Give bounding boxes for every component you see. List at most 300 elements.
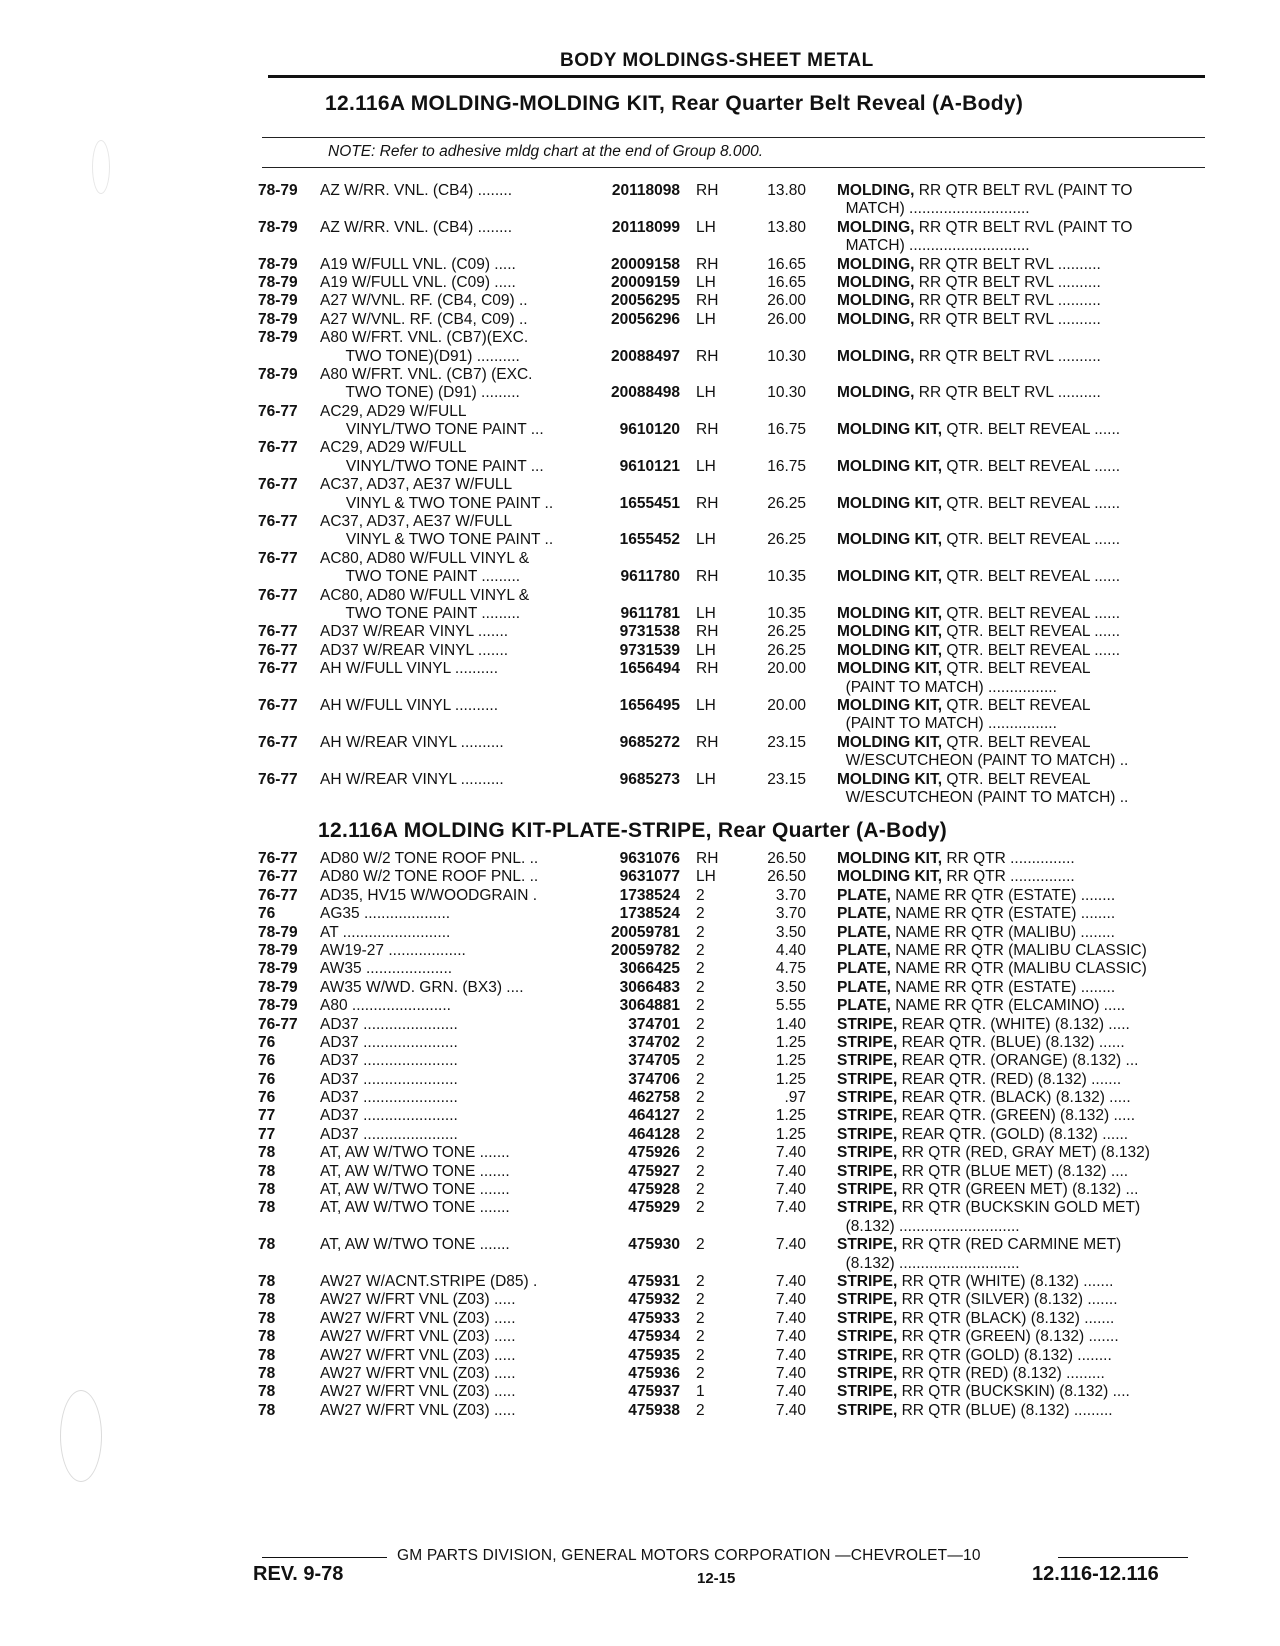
part-description xyxy=(837,458,1120,476)
part-description xyxy=(837,274,1101,292)
part-detail: RR QTR BELT RVL .......... xyxy=(914,255,1101,273)
model-year: 76-77 xyxy=(258,476,298,494)
model-year: 76-77 xyxy=(258,1015,298,1033)
part-name: STRIPE, xyxy=(837,1236,898,1254)
section-rule-top xyxy=(262,137,1205,138)
note-rule xyxy=(262,167,1205,168)
quantity: RH xyxy=(696,568,719,586)
table-row xyxy=(0,1071,1280,1089)
footer-rule-left xyxy=(262,1557,387,1558)
part-name: STRIPE, xyxy=(837,1291,898,1309)
model-year: 76 xyxy=(258,1089,276,1107)
model-description: AW27 W/FRT VNL (Z03) ..... xyxy=(320,1309,516,1327)
model-year: 76 xyxy=(258,1070,276,1088)
price: 26.50 xyxy=(767,850,806,867)
price: 3.70 xyxy=(775,886,806,904)
quantity: 2 xyxy=(696,1107,705,1125)
price: 13.80 xyxy=(767,182,806,199)
part-detail: (PAINT TO MATCH) ................ xyxy=(837,715,1057,733)
part-description xyxy=(837,1402,1113,1420)
part-detail: QTR. BELT REVEAL xyxy=(942,770,1091,788)
model-description: AD37 ...................... xyxy=(320,1052,458,1070)
part-description xyxy=(837,1218,1020,1236)
model-description: AW27 W/ACNT.STRIPE (D85) . xyxy=(320,1272,538,1290)
price: 7.40 xyxy=(775,1328,806,1346)
part-name: STRIPE, xyxy=(837,1199,898,1217)
part-name: STRIPE, xyxy=(837,1401,898,1419)
part-detail: NAME RR QTR (ELCAMINO) ..... xyxy=(890,997,1126,1015)
model-year: 76-77 xyxy=(258,641,298,659)
price: 16.75 xyxy=(767,421,806,439)
quantity: LH xyxy=(696,770,716,788)
model-description: AC80, AD80 W/FULL VINYL & xyxy=(320,586,530,604)
price: 16.65 xyxy=(767,273,806,291)
part-description xyxy=(837,1144,1150,1162)
table-row xyxy=(0,182,1280,200)
part-name: STRIPE, xyxy=(837,1033,898,1051)
quantity: RH xyxy=(696,660,719,678)
price: 7.40 xyxy=(775,1309,806,1327)
table-row xyxy=(0,1383,1280,1401)
table-row xyxy=(0,605,1280,623)
model-description: A80 W/FRT. VNL. (CB7)(EXC. xyxy=(320,329,529,347)
table-row xyxy=(0,476,1280,494)
price: 3.50 xyxy=(775,923,806,941)
part-number: 475938 xyxy=(628,1401,680,1419)
model-description: AT, AW W/TWO TONE ....... xyxy=(320,1181,510,1199)
table-row xyxy=(0,734,1280,752)
part-name: PLATE, xyxy=(837,997,891,1015)
price: 26.25 xyxy=(767,623,806,641)
part-detail: RR QTR (RED, GRAY MET) (8.132) xyxy=(897,1144,1150,1162)
part-detail: RR QTR ............... xyxy=(942,850,1075,867)
part-name: MOLDING KIT, xyxy=(837,868,943,886)
part-detail: (8.132) ............................ xyxy=(837,1217,1020,1235)
part-name: PLATE, xyxy=(837,886,891,904)
part-detail: RR QTR (GOLD) (8.132) ........ xyxy=(897,1346,1112,1364)
part-description xyxy=(837,924,1115,942)
model-year: 76-77 xyxy=(258,549,298,567)
model-description: AT, AW W/TWO TONE ....... xyxy=(320,1236,510,1254)
part-detail: RR QTR BELT RVL .......... xyxy=(914,347,1101,365)
model-description: AD80 W/2 TONE ROOF PNL. .. xyxy=(320,850,539,867)
part-number: 9685272 xyxy=(619,733,680,751)
part-description xyxy=(837,697,1091,715)
quantity: LH xyxy=(696,310,716,328)
section-title-belt-reveal: 12.116A MOLDING-MOLDING KIT, Rear Quarter Belt Reveal (A-Body) xyxy=(325,92,1024,115)
part-number: 475927 xyxy=(628,1162,680,1180)
model-description: AW27 W/FRT VNL (Z03) ..... xyxy=(320,1383,516,1401)
part-number: 1655452 xyxy=(619,531,680,549)
part-detail: QTR. BELT REVEAL ...... xyxy=(942,457,1121,475)
model-description: VINYL/TWO TONE PAINT ... xyxy=(320,421,544,439)
part-description xyxy=(837,1126,1128,1144)
part-description xyxy=(837,1071,1121,1089)
price: 1.25 xyxy=(775,1125,806,1143)
model-description: VINYL/TWO TONE PAINT ... xyxy=(320,457,544,475)
table-row xyxy=(0,256,1280,274)
part-description xyxy=(837,660,1091,678)
parts-table-plate-stripe xyxy=(0,850,1280,1420)
quantity: RH xyxy=(696,494,719,512)
part-description xyxy=(837,237,1030,255)
table-row xyxy=(0,531,1280,549)
model-description: AD37 ...................... xyxy=(320,1033,458,1051)
part-detail: NAME RR QTR (ESTATE) ........ xyxy=(890,978,1116,996)
price: 7.40 xyxy=(775,1401,806,1419)
part-number: 475936 xyxy=(628,1364,680,1382)
scan-mark xyxy=(92,140,110,194)
model-year: 78 xyxy=(258,1383,276,1401)
model-year: 78-79 xyxy=(258,365,298,383)
part-detail: RR QTR ............... xyxy=(942,868,1075,886)
quantity: RH xyxy=(696,421,719,439)
table-row xyxy=(0,311,1280,329)
model-year: 78-79 xyxy=(258,255,298,273)
group-range: 12.116-12.116 xyxy=(1032,1563,1159,1585)
table-row xyxy=(0,348,1280,366)
part-number: 475930 xyxy=(628,1236,680,1254)
part-detail: QTR. BELT REVEAL ...... xyxy=(942,623,1121,641)
part-detail: REAR QTR. (WHITE) (8.132) ..... xyxy=(897,1015,1130,1033)
quantity: 2 xyxy=(696,960,705,978)
part-name: MOLDING KIT, xyxy=(837,421,943,439)
model-year: 78 xyxy=(258,1199,276,1217)
part-number: 1655451 xyxy=(619,494,680,512)
quantity: LH xyxy=(696,218,716,236)
table-row xyxy=(0,960,1280,978)
part-description xyxy=(837,1181,1138,1199)
part-description xyxy=(837,256,1101,274)
model-year: 76-77 xyxy=(258,696,298,714)
part-detail: W/ESCUTCHEON (PAINT TO MATCH) .. xyxy=(837,752,1129,770)
part-detail: QTR. BELT REVEAL xyxy=(942,696,1091,714)
quantity: 2 xyxy=(696,1089,705,1107)
model-year: 78-79 xyxy=(258,941,298,959)
table-row xyxy=(0,1273,1280,1291)
price: 20.00 xyxy=(767,696,806,714)
table-row xyxy=(0,1089,1280,1107)
part-name: MOLDING, xyxy=(837,273,915,291)
quantity: 2 xyxy=(696,1272,705,1290)
part-detail: NAME RR QTR (MALIBU) ........ xyxy=(890,923,1115,941)
model-description: TWO TONE)(D91) .......... xyxy=(320,347,520,365)
part-number: 374702 xyxy=(628,1033,680,1051)
table-row xyxy=(0,513,1280,531)
model-description: AD37 ...................... xyxy=(320,1107,458,1125)
price: 10.30 xyxy=(767,384,806,402)
part-description xyxy=(837,219,1132,237)
part-name: MOLDING KIT, xyxy=(837,457,943,475)
part-name: MOLDING KIT, xyxy=(837,641,943,659)
table-row xyxy=(0,1402,1280,1420)
price: 1.25 xyxy=(775,1052,806,1070)
model-year: 78-79 xyxy=(258,310,298,328)
quantity: LH xyxy=(696,868,716,886)
table-row xyxy=(0,403,1280,421)
part-detail: QTR. BELT REVEAL xyxy=(942,660,1091,678)
table-row xyxy=(0,219,1280,237)
part-name: MOLDING, xyxy=(837,384,915,402)
table-row xyxy=(0,439,1280,457)
table-row xyxy=(0,789,1280,807)
quantity: 2 xyxy=(696,1328,705,1346)
table-row xyxy=(0,1107,1280,1125)
model-description: A27 W/VNL. RF. (CB4, C09) .. xyxy=(320,292,528,310)
model-year: 78-79 xyxy=(258,960,298,978)
part-detail: QTR. BELT REVEAL ...... xyxy=(942,494,1121,512)
part-name: STRIPE, xyxy=(837,1309,898,1327)
table-row xyxy=(0,1365,1280,1383)
model-year: 76-77 xyxy=(258,850,298,867)
part-description xyxy=(837,1310,1114,1328)
revision-label: REV. 9-78 xyxy=(253,1563,344,1585)
model-description: AW27 W/FRT VNL (Z03) ..... xyxy=(320,1346,516,1364)
quantity: 2 xyxy=(696,1162,705,1180)
table-row xyxy=(0,1310,1280,1328)
price: 16.75 xyxy=(767,457,806,475)
table-row xyxy=(0,1347,1280,1365)
part-description xyxy=(837,850,1075,868)
part-description xyxy=(837,642,1120,660)
table-row xyxy=(0,1181,1280,1199)
model-description: AW19-27 .................. xyxy=(320,941,466,959)
part-name: STRIPE, xyxy=(837,1346,898,1364)
part-description xyxy=(837,311,1101,329)
part-number: 1738524 xyxy=(619,886,680,904)
page-number: 12-15 xyxy=(697,1570,736,1587)
model-description: AW27 W/FRT VNL (Z03) ..... xyxy=(320,1401,516,1419)
price: 7.40 xyxy=(775,1346,806,1364)
note-text: NOTE: Refer to adhesive mldg chart at the end of Group 8.000. xyxy=(328,143,764,160)
part-description xyxy=(837,605,1120,623)
part-number: 374701 xyxy=(628,1015,680,1033)
model-description: TWO TONE PAINT ......... xyxy=(320,604,521,622)
part-number: 9631076 xyxy=(619,850,680,867)
model-year: 78-79 xyxy=(258,997,298,1015)
price: 7.40 xyxy=(775,1199,806,1217)
model-year: 76-77 xyxy=(258,660,298,678)
part-detail: RR QTR BELT RVL .......... xyxy=(914,384,1101,402)
model-description: VINYL & TWO TONE PAINT .. xyxy=(320,494,554,512)
part-number: 9731538 xyxy=(619,623,680,641)
part-description xyxy=(837,679,1057,697)
model-year: 76-77 xyxy=(258,886,298,904)
part-description xyxy=(837,568,1120,586)
part-name: MOLDING, xyxy=(837,310,915,328)
model-description: A80 W/FRT. VNL. (CB7) (EXC. xyxy=(320,365,533,383)
quantity: RH xyxy=(696,733,719,751)
part-detail: REAR QTR. (ORANGE) (8.132) ... xyxy=(897,1052,1139,1070)
table-row xyxy=(0,550,1280,568)
model-year: 78-79 xyxy=(258,978,298,996)
part-number: 1738524 xyxy=(619,905,680,923)
table-row xyxy=(0,200,1280,218)
model-description: A27 W/VNL. RF. (CB4, C09) .. xyxy=(320,310,528,328)
part-number: 464127 xyxy=(628,1107,680,1125)
part-description xyxy=(837,960,1147,978)
header-rule xyxy=(268,75,1205,78)
part-detail: RR QTR BELT RVL .......... xyxy=(914,310,1101,328)
model-description: AD37 ...................... xyxy=(320,1015,458,1033)
quantity: LH xyxy=(696,531,716,549)
part-name: MOLDING KIT, xyxy=(837,770,943,788)
price: 7.40 xyxy=(775,1236,806,1254)
price: 7.40 xyxy=(775,1364,806,1382)
quantity: 2 xyxy=(696,1364,705,1382)
part-number: 20056296 xyxy=(611,310,680,328)
price: 20.00 xyxy=(767,660,806,678)
part-number: 374706 xyxy=(628,1070,680,1088)
page-header: BODY MOLDINGS-SHEET METAL xyxy=(560,50,874,71)
table-row xyxy=(0,1255,1280,1273)
part-description xyxy=(837,1034,1125,1052)
quantity: RH xyxy=(696,182,719,199)
part-name: PLATE, xyxy=(837,941,891,959)
part-detail: NAME RR QTR (ESTATE) ........ xyxy=(890,905,1116,923)
part-description xyxy=(837,752,1128,770)
part-description xyxy=(837,887,1115,905)
model-year: 78 xyxy=(258,1401,276,1419)
part-name: STRIPE, xyxy=(837,1272,898,1290)
part-number: 9610120 xyxy=(619,421,680,439)
part-number: 475934 xyxy=(628,1328,680,1346)
model-year: 78 xyxy=(258,1144,276,1162)
part-detail: REAR QTR. (BLUE) (8.132) ...... xyxy=(897,1033,1125,1051)
part-number: 20009159 xyxy=(611,273,680,291)
model-description: AC37, AD37, AE37 W/FULL xyxy=(320,513,513,531)
model-year: 78 xyxy=(258,1272,276,1290)
part-detail: (PAINT TO MATCH) ................ xyxy=(837,678,1057,696)
part-detail: QTR. BELT REVEAL ...... xyxy=(942,604,1121,622)
part-number: 20059782 xyxy=(611,941,680,959)
part-number: 20088497 xyxy=(611,347,680,365)
part-description xyxy=(837,1273,1113,1291)
model-year: 76-77 xyxy=(258,402,298,420)
quantity: RH xyxy=(696,255,719,273)
model-year: 76-77 xyxy=(258,770,298,788)
section-title-plate-stripe: 12.116A MOLDING KIT-PLATE-STRIPE, Rear Quarter (A-Body) xyxy=(318,819,948,842)
price: 26.25 xyxy=(767,641,806,659)
part-detail: RR QTR BELT RVL (PAINT TO xyxy=(914,218,1133,236)
part-description xyxy=(837,1365,1105,1383)
price: 4.40 xyxy=(775,941,806,959)
part-description xyxy=(837,1016,1130,1034)
quantity: LH xyxy=(696,457,716,475)
table-row xyxy=(0,1236,1280,1254)
table-row xyxy=(0,697,1280,715)
model-description: AD37 W/REAR VINYL ....... xyxy=(320,641,509,659)
model-description: AC29, AD29 W/FULL xyxy=(320,439,467,457)
part-description xyxy=(837,1236,1121,1254)
model-year: 78-79 xyxy=(258,182,298,199)
part-name: PLATE, xyxy=(837,923,891,941)
table-row xyxy=(0,237,1280,255)
table-row xyxy=(0,868,1280,886)
table-row xyxy=(0,421,1280,439)
table-row xyxy=(0,329,1280,347)
part-description xyxy=(837,384,1101,402)
model-year: 76-77 xyxy=(258,868,298,886)
quantity: 2 xyxy=(696,1291,705,1309)
model-description: AT ......................... xyxy=(320,923,451,941)
table-row xyxy=(0,1144,1280,1162)
table-row xyxy=(0,1328,1280,1346)
quantity: 2 xyxy=(696,1401,705,1419)
part-name: MOLDING KIT, xyxy=(837,494,943,512)
part-description xyxy=(837,1199,1140,1217)
table-row xyxy=(0,924,1280,942)
part-detail: NAME RR QTR (MALIBU CLASSIC) xyxy=(890,960,1147,978)
table-row xyxy=(0,292,1280,310)
part-description xyxy=(837,1052,1138,1070)
part-name: MOLDING KIT, xyxy=(837,623,943,641)
price: 1.25 xyxy=(775,1033,806,1051)
part-detail: (8.132) ............................ xyxy=(837,1254,1020,1272)
part-number: 475933 xyxy=(628,1309,680,1327)
part-description xyxy=(837,1255,1020,1273)
quantity: 2 xyxy=(696,1015,705,1033)
model-description: AD37 ...................... xyxy=(320,1125,458,1143)
table-row xyxy=(0,679,1280,697)
part-name: PLATE, xyxy=(837,978,891,996)
part-name: STRIPE, xyxy=(837,1089,898,1107)
price: 26.00 xyxy=(767,292,806,310)
part-number: 3066483 xyxy=(619,978,680,996)
model-year: 78 xyxy=(258,1328,276,1346)
quantity: LH xyxy=(696,641,716,659)
table-row xyxy=(0,623,1280,641)
table-row xyxy=(0,1034,1280,1052)
part-number: 462758 xyxy=(628,1089,680,1107)
footer-org: GM PARTS DIVISION, GENERAL MOTORS CORPORATION —CHEVROLET—10 xyxy=(397,1547,981,1564)
price: 10.30 xyxy=(767,347,806,365)
table-row xyxy=(0,979,1280,997)
part-number: 20009158 xyxy=(611,255,680,273)
part-name: MOLDING KIT, xyxy=(837,850,943,867)
quantity: 2 xyxy=(696,941,705,959)
quantity: 2 xyxy=(696,1052,705,1070)
model-description: A19 W/FULL VNL. (C09) ..... xyxy=(320,255,516,273)
model-description: TWO TONE) (D91) ......... xyxy=(320,384,520,402)
model-description: A80 ....................... xyxy=(320,997,451,1015)
part-detail: RR QTR (BLACK) (8.132) ....... xyxy=(897,1309,1115,1327)
quantity: 2 xyxy=(696,1346,705,1364)
quantity: LH xyxy=(696,696,716,714)
model-description: AD37 W/REAR VINYL ....... xyxy=(320,623,509,641)
model-description: AZ W/RR. VNL. (CB4) ........ xyxy=(320,182,513,199)
part-number: 475935 xyxy=(628,1346,680,1364)
part-name: MOLDING, xyxy=(837,347,915,365)
table-row xyxy=(0,366,1280,384)
part-name: MOLDING KIT, xyxy=(837,696,943,714)
model-year: 78 xyxy=(258,1181,276,1199)
parts-table-belt-reveal xyxy=(0,182,1280,807)
part-description xyxy=(837,789,1128,807)
table-row xyxy=(0,1199,1280,1217)
model-description: TWO TONE PAINT ......... xyxy=(320,568,521,586)
part-number: 1656494 xyxy=(619,660,680,678)
part-detail: REAR QTR. (BLACK) (8.132) ..... xyxy=(897,1089,1131,1107)
model-year: 76-77 xyxy=(258,513,298,531)
model-description: AW27 W/FRT VNL (Z03) ..... xyxy=(320,1364,516,1382)
model-year: 78-79 xyxy=(258,329,298,347)
table-row xyxy=(0,495,1280,513)
price: 1.25 xyxy=(775,1070,806,1088)
model-description: AT, AW W/TWO TONE ....... xyxy=(320,1162,510,1180)
price: 7.40 xyxy=(775,1144,806,1162)
part-name: MOLDING KIT, xyxy=(837,531,943,549)
